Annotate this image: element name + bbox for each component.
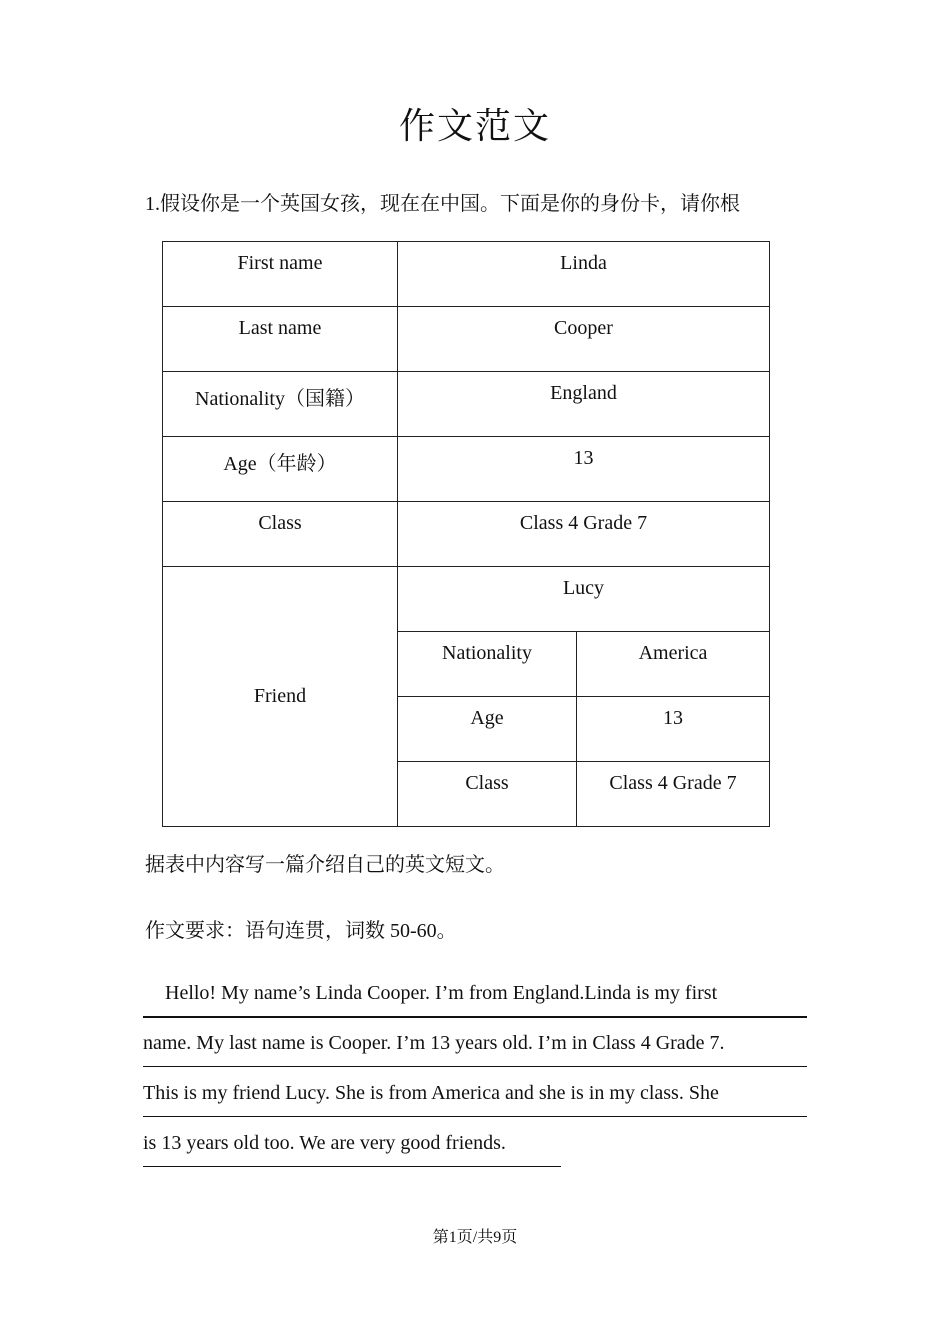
friend-row-value: Class 4 Grade 7: [577, 762, 770, 827]
row-value: Class 4 Grade 7: [398, 502, 770, 567]
row-value: Linda: [398, 242, 770, 307]
essay-line: name. My last name is Cooper. I’m 13 years old. I’m in Class 4 Grade 7.: [143, 1022, 807, 1067]
row-label: Last name: [163, 307, 398, 372]
friend-row-value: America: [577, 632, 770, 697]
question-prompt: 1.假设你是一个英国女孩，现在在中国。下面是你的身份卡，请你根: [145, 193, 740, 215]
table-row: [163, 372, 770, 437]
row-label: Nationality（国籍）: [163, 372, 398, 437]
row-value: 13: [398, 437, 770, 502]
friend-name: Lucy: [398, 567, 770, 632]
essay-requirement: 作文要求：语句连贯，词数 50-60。: [145, 920, 457, 942]
row-label: Age（年龄）: [163, 437, 398, 502]
row-label: First name: [163, 242, 398, 307]
id-card-table: [162, 241, 770, 827]
table-row: [163, 502, 770, 567]
essay-line: Hello! My name’s Linda Cooper. I’m from England.Linda is my first: [143, 972, 807, 1018]
friend-row-label: Class: [398, 762, 577, 827]
table-row: [163, 437, 770, 502]
table-row: [163, 242, 770, 307]
friend-label: Friend: [163, 567, 398, 827]
row-value: England: [398, 372, 770, 437]
row-value: Cooper: [398, 307, 770, 372]
friend-row-label: Age: [398, 697, 577, 762]
question-prompt-continued: 据表中内容写一篇介绍自己的英文短文。: [145, 854, 505, 876]
friend-row-label: Nationality: [398, 632, 577, 697]
row-label: Class: [163, 502, 398, 567]
page-number: 第1页/共9页: [432, 1229, 518, 1246]
friend-row-value: 13: [577, 697, 770, 762]
essay-line: is 13 years old too. We are very good friends.: [143, 1122, 561, 1167]
table-row: [163, 567, 770, 632]
table-row: [163, 307, 770, 372]
page-title: 作文范文: [398, 106, 551, 146]
essay-line: This is my friend Lucy. She is from America and she is in my class. She: [143, 1072, 807, 1117]
